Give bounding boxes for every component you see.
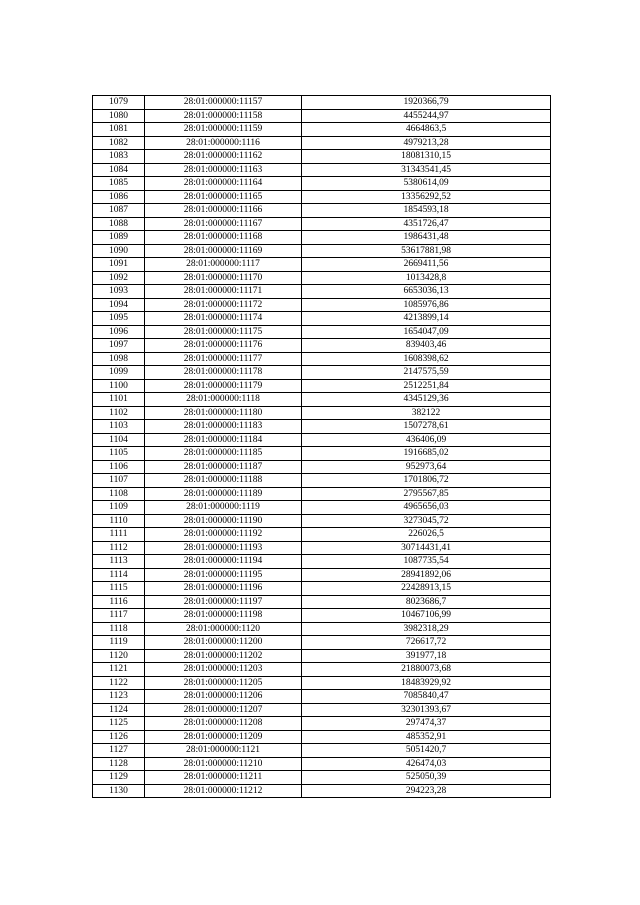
value-cell: 4351726,47 — [302, 217, 551, 231]
row-number-cell: 1130 — [93, 784, 145, 798]
cadastral-number-cell: 28:01:000000:11163 — [145, 163, 302, 177]
cadastral-number-cell: 28:01:000000:11172 — [145, 298, 302, 312]
table-row — [93, 744, 551, 758]
row-number-cell: 1092 — [93, 271, 145, 285]
cadastral-number-cell: 28:01:000000:11192 — [145, 528, 302, 542]
table-row — [93, 366, 551, 380]
cadastral-number-cell: 28:01:000000:11187 — [145, 460, 302, 474]
value-cell: 4979213,28 — [302, 136, 551, 150]
cadastral-number-cell: 28:01:000000:11164 — [145, 177, 302, 191]
cadastral-number-cell: 28:01:000000:11170 — [145, 271, 302, 285]
value-cell: 525050,39 — [302, 771, 551, 785]
row-number-cell: 1125 — [93, 717, 145, 731]
row-number-cell: 1089 — [93, 231, 145, 245]
table-row — [93, 136, 551, 150]
table-row — [93, 150, 551, 164]
row-number-cell: 1103 — [93, 420, 145, 434]
value-cell: 1013428,8 — [302, 271, 551, 285]
table-row — [93, 568, 551, 582]
cadastral-number-cell: 28:01:000000:11189 — [145, 487, 302, 501]
row-number-cell: 1109 — [93, 501, 145, 515]
value-cell: 952973,64 — [302, 460, 551, 474]
value-cell: 4455244,97 — [302, 109, 551, 123]
value-cell: 53617881,98 — [302, 244, 551, 258]
table-row — [93, 501, 551, 515]
value-cell: 30714431,41 — [302, 541, 551, 555]
table-row — [93, 379, 551, 393]
cadastral-number-cell: 28:01:000000:11211 — [145, 771, 302, 785]
value-cell: 5051420,7 — [302, 744, 551, 758]
cadastral-number-cell: 28:01:000000:11162 — [145, 150, 302, 164]
cadastral-number-cell: 28:01:000000:11212 — [145, 784, 302, 798]
cadastral-number-cell: 28:01:000000:11176 — [145, 339, 302, 353]
cadastral-number-cell: 28:01:000000:1117 — [145, 258, 302, 272]
cadastral-number-cell: 28:01:000000:1116 — [145, 136, 302, 150]
value-cell: 21880073,68 — [302, 663, 551, 677]
value-cell: 1920366,79 — [302, 96, 551, 110]
table-body — [93, 96, 551, 798]
table-row — [93, 244, 551, 258]
value-cell: 426474,03 — [302, 757, 551, 771]
row-number-cell: 1127 — [93, 744, 145, 758]
value-cell: 5380614,09 — [302, 177, 551, 191]
row-number-cell: 1080 — [93, 109, 145, 123]
table-row — [93, 352, 551, 366]
row-number-cell: 1102 — [93, 406, 145, 420]
table-row — [93, 514, 551, 528]
value-cell: 13356292,52 — [302, 190, 551, 204]
row-number-cell: 1117 — [93, 609, 145, 623]
cadastral-number-cell: 28:01:000000:11175 — [145, 325, 302, 339]
cadastral-number-cell: 28:01:000000:11174 — [145, 312, 302, 326]
row-number-cell: 1096 — [93, 325, 145, 339]
value-cell: 1854593,18 — [302, 204, 551, 218]
table-row — [93, 555, 551, 569]
row-number-cell: 1112 — [93, 541, 145, 555]
cadastral-number-cell: 28:01:000000:11197 — [145, 595, 302, 609]
table-row — [93, 285, 551, 299]
row-number-cell: 1120 — [93, 649, 145, 663]
row-number-cell: 1105 — [93, 447, 145, 461]
value-cell: 485352,91 — [302, 730, 551, 744]
table-row — [93, 163, 551, 177]
cadastral-value-table — [92, 95, 551, 798]
value-cell: 297474,37 — [302, 717, 551, 731]
value-cell: 1986431,48 — [302, 231, 551, 245]
table-row — [93, 406, 551, 420]
cadastral-number-cell: 28:01:000000:11157 — [145, 96, 302, 110]
row-number-cell: 1107 — [93, 474, 145, 488]
row-number-cell: 1097 — [93, 339, 145, 353]
row-number-cell: 1118 — [93, 622, 145, 636]
value-cell: 1507278,61 — [302, 420, 551, 434]
cadastral-number-cell: 28:01:000000:1118 — [145, 393, 302, 407]
value-cell: 8023686,7 — [302, 595, 551, 609]
cadastral-number-cell: 28:01:000000:11185 — [145, 447, 302, 461]
table-row — [93, 433, 551, 447]
table-row — [93, 298, 551, 312]
row-number-cell: 1116 — [93, 595, 145, 609]
value-cell: 3982318,29 — [302, 622, 551, 636]
value-cell: 839403,46 — [302, 339, 551, 353]
value-cell: 2795567,85 — [302, 487, 551, 501]
row-number-cell: 1088 — [93, 217, 145, 231]
row-number-cell: 1119 — [93, 636, 145, 650]
table-row — [93, 703, 551, 717]
row-number-cell: 1106 — [93, 460, 145, 474]
row-number-cell: 1101 — [93, 393, 145, 407]
row-number-cell: 1086 — [93, 190, 145, 204]
value-cell: 1087735,54 — [302, 555, 551, 569]
row-number-cell: 1113 — [93, 555, 145, 569]
table-row — [93, 784, 551, 798]
cadastral-number-cell: 28:01:000000:1119 — [145, 501, 302, 515]
table-row — [93, 609, 551, 623]
table-row — [93, 541, 551, 555]
cadastral-number-cell: 28:01:000000:11198 — [145, 609, 302, 623]
table-row — [93, 325, 551, 339]
table-row — [93, 595, 551, 609]
table-row — [93, 757, 551, 771]
value-cell: 7085840,47 — [302, 690, 551, 704]
table-row — [93, 258, 551, 272]
cadastral-number-cell: 28:01:000000:11193 — [145, 541, 302, 555]
cadastral-number-cell: 28:01:000000:11177 — [145, 352, 302, 366]
row-number-cell: 1083 — [93, 150, 145, 164]
cadastral-number-cell: 28:01:000000:1120 — [145, 622, 302, 636]
cadastral-number-cell: 28:01:000000:11206 — [145, 690, 302, 704]
row-number-cell: 1081 — [93, 123, 145, 137]
row-number-cell: 1100 — [93, 379, 145, 393]
table-row — [93, 690, 551, 704]
table-row — [93, 460, 551, 474]
cadastral-number-cell: 28:01:000000:11188 — [145, 474, 302, 488]
row-number-cell: 1079 — [93, 96, 145, 110]
value-cell: 226026,5 — [302, 528, 551, 542]
cadastral-number-cell: 28:01:000000:11158 — [145, 109, 302, 123]
row-number-cell: 1084 — [93, 163, 145, 177]
row-number-cell: 1087 — [93, 204, 145, 218]
cadastral-number-cell: 28:01:000000:11210 — [145, 757, 302, 771]
cadastral-number-cell: 28:01:000000:11180 — [145, 406, 302, 420]
cadastral-number-cell: 28:01:000000:11194 — [145, 555, 302, 569]
table-row — [93, 177, 551, 191]
row-number-cell: 1115 — [93, 582, 145, 596]
table-row — [93, 123, 551, 137]
cadastral-number-cell: 28:01:000000:11159 — [145, 123, 302, 137]
value-cell: 1085976,86 — [302, 298, 551, 312]
row-number-cell: 1108 — [93, 487, 145, 501]
cadastral-number-cell: 28:01:000000:11178 — [145, 366, 302, 380]
row-number-cell: 1085 — [93, 177, 145, 191]
value-cell: 28941892,06 — [302, 568, 551, 582]
table-row — [93, 231, 551, 245]
value-cell: 3273045,72 — [302, 514, 551, 528]
value-cell: 1608398,62 — [302, 352, 551, 366]
row-number-cell: 1122 — [93, 676, 145, 690]
cadastral-number-cell: 28:01:000000:11207 — [145, 703, 302, 717]
table-row — [93, 528, 551, 542]
row-number-cell: 1090 — [93, 244, 145, 258]
table-row — [93, 393, 551, 407]
table-row — [93, 190, 551, 204]
row-number-cell: 1094 — [93, 298, 145, 312]
table-row — [93, 312, 551, 326]
row-number-cell: 1093 — [93, 285, 145, 299]
cadastral-number-cell: 28:01:000000:11202 — [145, 649, 302, 663]
table-row — [93, 717, 551, 731]
value-cell: 4664863,5 — [302, 123, 551, 137]
cadastral-number-cell: 28:01:000000:11190 — [145, 514, 302, 528]
value-cell: 2147575,59 — [302, 366, 551, 380]
value-cell: 22428913,15 — [302, 582, 551, 596]
table-row — [93, 582, 551, 596]
table-row — [93, 339, 551, 353]
table-row — [93, 96, 551, 110]
cadastral-number-cell: 28:01:000000:11167 — [145, 217, 302, 231]
table-row — [93, 474, 551, 488]
row-number-cell: 1091 — [93, 258, 145, 272]
value-cell: 391977,18 — [302, 649, 551, 663]
row-number-cell: 1123 — [93, 690, 145, 704]
value-cell: 436406,09 — [302, 433, 551, 447]
value-cell: 1916685,02 — [302, 447, 551, 461]
cadastral-number-cell: 28:01:000000:11208 — [145, 717, 302, 731]
table-row — [93, 217, 551, 231]
row-number-cell: 1082 — [93, 136, 145, 150]
cadastral-number-cell: 28:01:000000:11184 — [145, 433, 302, 447]
row-number-cell: 1098 — [93, 352, 145, 366]
cadastral-number-cell: 28:01:000000:11183 — [145, 420, 302, 434]
value-cell: 18483929,92 — [302, 676, 551, 690]
value-cell: 4213899,14 — [302, 312, 551, 326]
value-cell: 1654047,09 — [302, 325, 551, 339]
table-row — [93, 487, 551, 501]
value-cell: 10467106,99 — [302, 609, 551, 623]
table-row — [93, 663, 551, 677]
value-cell: 4965656,03 — [302, 501, 551, 515]
value-cell: 382122 — [302, 406, 551, 420]
row-number-cell: 1095 — [93, 312, 145, 326]
value-cell: 1701806,72 — [302, 474, 551, 488]
cadastral-number-cell: 28:01:000000:11200 — [145, 636, 302, 650]
value-cell: 294223,28 — [302, 784, 551, 798]
table-row — [93, 649, 551, 663]
value-cell: 4345129,36 — [302, 393, 551, 407]
table-row — [93, 271, 551, 285]
table-row — [93, 636, 551, 650]
table-row — [93, 730, 551, 744]
table-row — [93, 447, 551, 461]
cadastral-number-cell: 28:01:000000:11179 — [145, 379, 302, 393]
table-row — [93, 771, 551, 785]
row-number-cell: 1124 — [93, 703, 145, 717]
row-number-cell: 1129 — [93, 771, 145, 785]
cadastral-number-cell: 28:01:000000:11203 — [145, 663, 302, 677]
cadastral-number-cell: 28:01:000000:11205 — [145, 676, 302, 690]
cadastral-number-cell: 28:01:000000:11171 — [145, 285, 302, 299]
cadastral-number-cell: 28:01:000000:11168 — [145, 231, 302, 245]
row-number-cell: 1111 — [93, 528, 145, 542]
value-cell: 31343541,45 — [302, 163, 551, 177]
value-cell: 2669411,56 — [302, 258, 551, 272]
value-cell: 2512251,84 — [302, 379, 551, 393]
cadastral-number-cell: 28:01:000000:11166 — [145, 204, 302, 218]
table-row — [93, 676, 551, 690]
row-number-cell: 1110 — [93, 514, 145, 528]
value-cell: 18081310,15 — [302, 150, 551, 164]
cadastral-number-cell: 28:01:000000:11196 — [145, 582, 302, 596]
cadastral-number-cell: 28:01:000000:11209 — [145, 730, 302, 744]
cadastral-number-cell: 28:01:000000:11169 — [145, 244, 302, 258]
value-cell: 6653036,13 — [302, 285, 551, 299]
table-row — [93, 622, 551, 636]
value-cell: 726617,72 — [302, 636, 551, 650]
value-cell: 32301393,67 — [302, 703, 551, 717]
table-row — [93, 420, 551, 434]
table-row — [93, 109, 551, 123]
row-number-cell: 1104 — [93, 433, 145, 447]
cadastral-number-cell: 28:01:000000:11195 — [145, 568, 302, 582]
cadastral-number-cell: 28:01:000000:11165 — [145, 190, 302, 204]
row-number-cell: 1121 — [93, 663, 145, 677]
row-number-cell: 1099 — [93, 366, 145, 380]
table-row — [93, 204, 551, 218]
cadastral-number-cell: 28:01:000000:1121 — [145, 744, 302, 758]
row-number-cell: 1128 — [93, 757, 145, 771]
row-number-cell: 1126 — [93, 730, 145, 744]
row-number-cell: 1114 — [93, 568, 145, 582]
